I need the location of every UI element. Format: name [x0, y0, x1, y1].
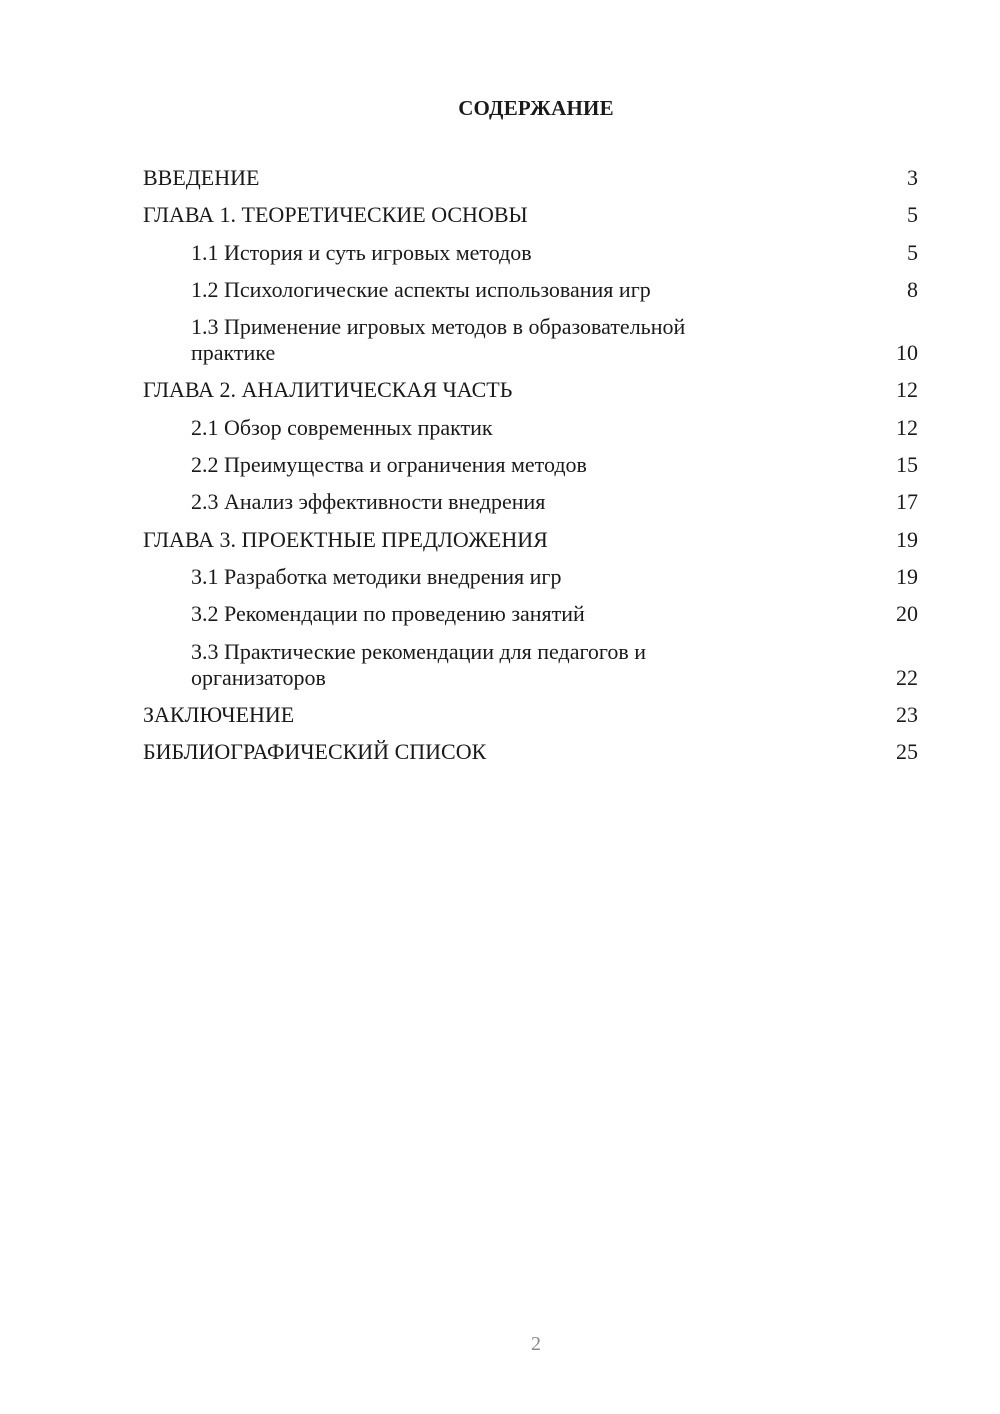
table-of-contents [143, 165, 918, 776]
toc-entry-title: ГЛАВА 3. ПРОЕКТНЫЕ ПРЕДЛОЖЕНИЯ [143, 526, 548, 552]
page-number: 2 [531, 1333, 541, 1355]
toc-entry-title: БИБЛИОГРАФИЧЕСКИЙ СПИСОК [143, 739, 487, 765]
toc-entry-section-3-1[interactable] [143, 564, 918, 590]
toc-entry-title: 3.3 Практические рекомендации для педагогов и организаторов [191, 638, 647, 690]
toc-entry-page: 12 [896, 414, 918, 440]
toc-entry-title: ВВЕДЕНИЕ [143, 165, 260, 190]
toc-entry-chapter-2[interactable] [143, 377, 918, 403]
toc-entry-title: 2.1 Обзор современных практик [191, 414, 493, 440]
toc-entry-page: 19 [896, 563, 918, 589]
toc-entry-page: 19 [896, 526, 918, 552]
toc-entry-page: 15 [896, 452, 918, 478]
toc-entry-page: 10 [896, 340, 918, 366]
toc-entry-title: 1.2 Психологические аспекты использования игр [191, 276, 651, 302]
toc-entry-section-2-1[interactable] [143, 415, 918, 441]
toc-entry-page: 20 [896, 601, 918, 627]
toc-entry-title: 1.3 Применение игровых методов в образовательной практике [191, 314, 686, 366]
toc-entry-section-2-3[interactable] [143, 489, 918, 515]
toc-entry-page: 12 [896, 377, 918, 403]
toc-entry-page: 5 [907, 239, 918, 265]
toc-entry-title: 3.2 Рекомендации по проведению занятий [191, 601, 585, 627]
toc-entry-page: 25 [896, 739, 918, 765]
toc-heading: СОДЕРЖАНИЕ [458, 96, 614, 120]
toc-entry-chapter-1[interactable] [143, 202, 918, 228]
toc-entry-page: 5 [907, 202, 918, 228]
toc-entry-page: 23 [896, 701, 918, 727]
toc-entry-section-1-2[interactable] [143, 277, 918, 303]
toc-entry-title: ЗАКЛЮЧЕНИЕ [143, 701, 295, 727]
toc-entry-page: 8 [907, 276, 918, 302]
toc-entry-section-3-3[interactable] [143, 639, 918, 691]
toc-entry-page: 17 [896, 489, 918, 515]
toc-entry-title: 2.3 Анализ эффективности внедрения [191, 489, 546, 515]
toc-entry-section-3-2[interactable] [143, 601, 918, 627]
toc-entry-chapter-3[interactable] [143, 527, 918, 553]
toc-entry-title: 3.1 Разработка методики внедрения игр [191, 563, 562, 589]
toc-entry-section-1-3[interactable] [143, 314, 918, 366]
toc-entry-title: ГЛАВА 1. ТЕОРЕТИЧЕСКИЕ ОСНОВЫ [143, 202, 528, 228]
toc-entry-title: ГЛАВА 2. АНАЛИТИЧЕСКАЯ ЧАСТЬ [143, 377, 513, 403]
toc-entry-page: 22 [896, 664, 918, 690]
toc-entry-title: 2.2 Преимущества и ограничения методов [191, 452, 587, 478]
toc-entry-section-1-1[interactable] [143, 240, 918, 266]
toc-entry-title: 1.1 История и суть игровых методов [191, 239, 532, 265]
toc-entry-page: 3 [907, 165, 918, 190]
toc-entry-bibliography[interactable] [143, 739, 918, 765]
toc-entry-conclusion[interactable] [143, 702, 918, 728]
toc-entry-section-2-2[interactable] [143, 452, 918, 478]
toc-entry-introduction[interactable] [143, 165, 918, 191]
